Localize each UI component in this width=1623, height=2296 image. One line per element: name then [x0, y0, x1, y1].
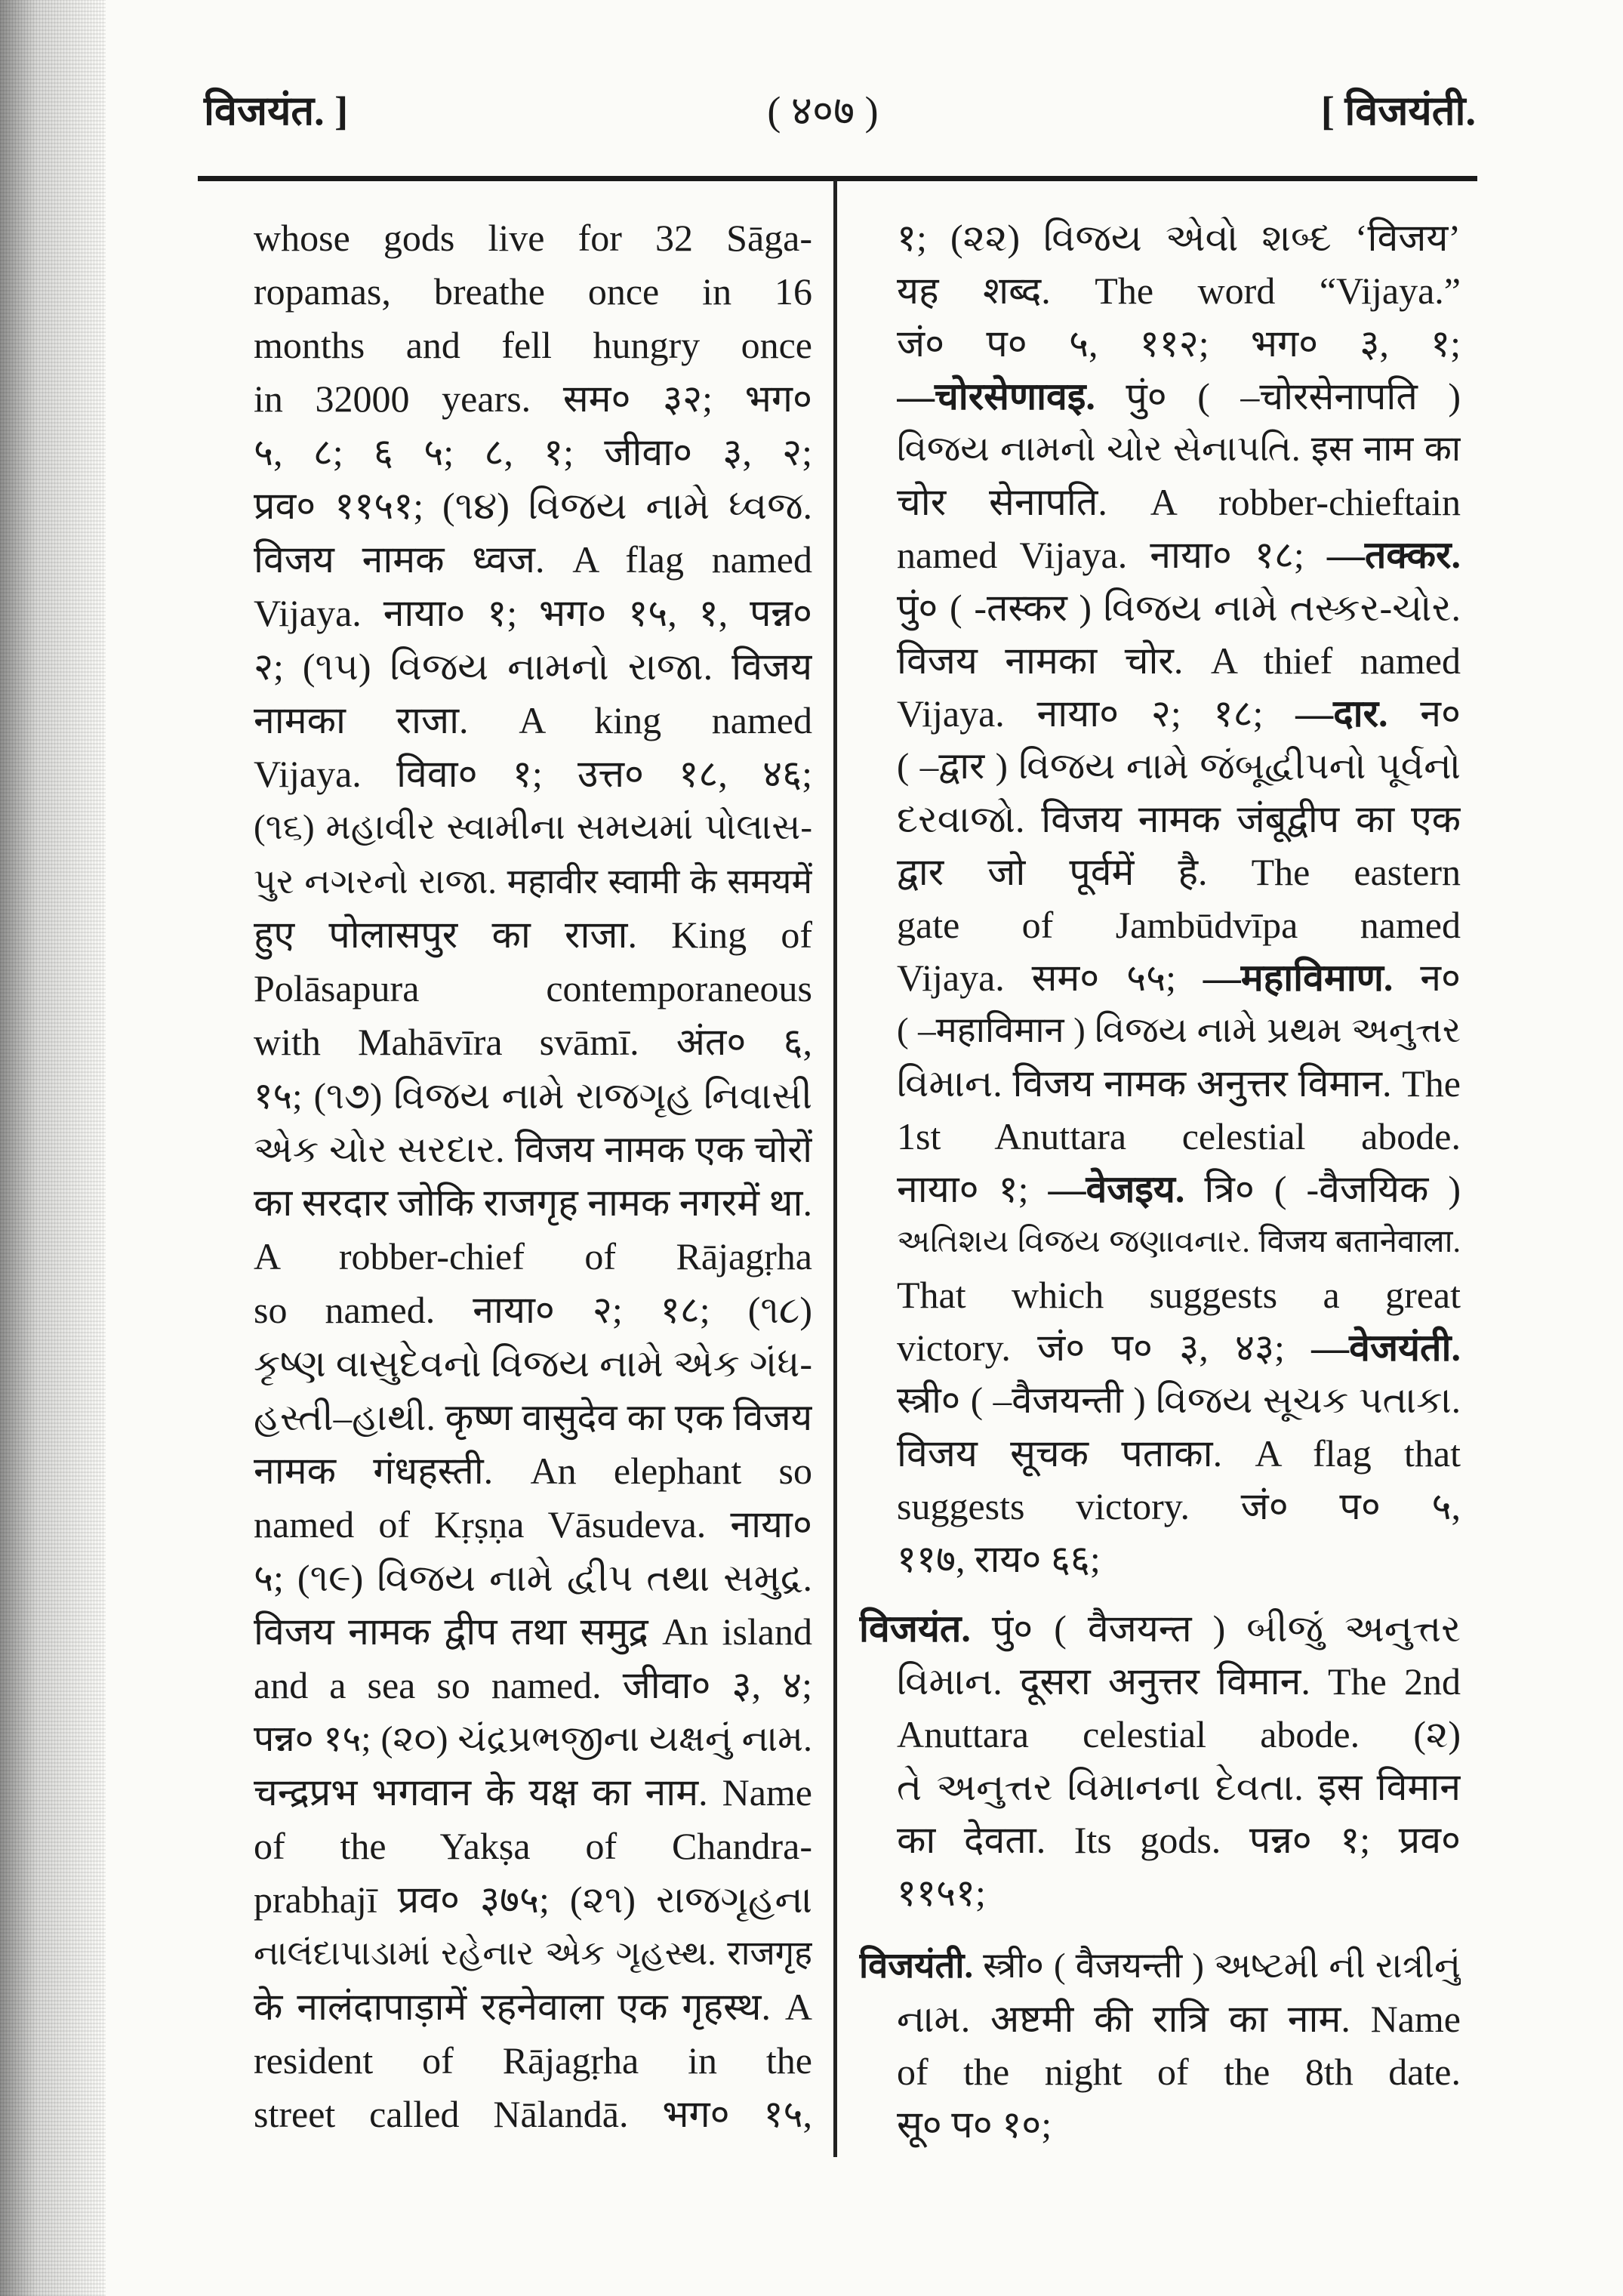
- subentry-headword: —तक्कर.: [1326, 534, 1461, 576]
- right-column-line: 1st Anuttara celestial abode.: [897, 1115, 1461, 1157]
- left-column-line: ropamas, breathe once in 16: [254, 270, 812, 313]
- left-column-line: नामका राजा. A king named: [254, 699, 812, 741]
- left-column-line: of the Yakṣa of Chandra-: [254, 1825, 812, 1867]
- header-rule: [198, 176, 1477, 181]
- right-column-line: १; (૨૨) વિજય એવો શબ્દ ‘विजय’: [897, 217, 1461, 259]
- subentry-gloss: न०: [1387, 692, 1461, 735]
- right-column-line: દરવાજો. विजय नामक जंबूद्वीप का एक: [897, 798, 1461, 840]
- right-column-line: gate of Jambūdvīpa named: [897, 904, 1461, 946]
- entry-gloss: स्त्री० ( वैजयन्ती ) અષ્ટમી ની રાત્રીનું: [973, 1946, 1461, 1986]
- right-column-line: पुं० ( -तस्कर ) વિજય નામે તસ્કર-ચોર.: [897, 587, 1461, 629]
- left-column-line: ५; (૧૯) વિજય નામે દ્વીપ તથા સમુદ્ર.: [254, 1557, 812, 1599]
- right-column-line: [897, 687, 1461, 740]
- right-column-line: વિમાન. विजय नामक अनुत्तर विमान. The: [897, 1062, 1461, 1105]
- line-text: Vijaya. नाया० २; १८;: [897, 692, 1296, 735]
- entry-line: વિમાન. दूसरा अनुत्तर विमान. The 2nd: [897, 1660, 1461, 1703]
- left-column-line: हुए पोलासपुर का राजा. King of: [254, 914, 812, 956]
- left-column-line: named of Kṛṣṇa Vāsudeva. नाया०: [254, 1503, 812, 1546]
- subentry-headword: —दार.: [1295, 692, 1388, 735]
- left-column-line: का सरदार जोकि राजगृह नामक नगरमें था.: [254, 1182, 812, 1224]
- right-column-line: suggests victory. जं० प० ५,: [897, 1485, 1461, 1527]
- left-column-line: resident of Rājagṛha in the: [254, 2039, 812, 2082]
- scan-edge-shadow: [0, 0, 106, 2296]
- right-column: [859, 211, 1461, 2151]
- left-column-line: चन्द्रप्रभ भगवान के यक्ष का नाम. Name: [254, 1771, 812, 1814]
- subentry-headword: —वेजयंती.: [1311, 1327, 1461, 1369]
- entry-line: सू० प० १०;: [897, 2103, 1052, 2146]
- right-column-line: स्त्री० ( –वैजयन्ती ) વિજય સૂચક પતાકા.: [897, 1379, 1461, 1421]
- right-column-line: અતિશય વિજય જણાવનાર. विजय बतानेवाला.: [897, 1225, 1461, 1259]
- entry-gloss: पुं० ( वैजयन्त ) બીજું અનુત્તર: [970, 1607, 1461, 1650]
- left-column-line: Vijaya. नाया० १; भग० १५, १, पन्न०: [254, 592, 812, 634]
- entry-headword: विजयंत.: [859, 1607, 971, 1650]
- right-column-line: द्वार जो पूर्वमें है. The eastern: [897, 851, 1461, 893]
- subentry-gloss: न०: [1393, 957, 1461, 999]
- right-column-line: यह शब्द. The word “Vijaya.”: [897, 270, 1461, 312]
- line-text: नाया० १;: [897, 1168, 1049, 1210]
- left-column-line: પુર નગરનો રાજા. महावीर स्वामी के समयमें: [254, 862, 812, 901]
- subentry-headword: —वेजइय.: [1048, 1168, 1185, 1210]
- right-column-line: ( –महाविमान ) વિજય નામે પ્રથમ અનુત્તર: [897, 1011, 1461, 1050]
- left-column-line: Vijaya. विवा० १; उत्त० १८, ४६;: [254, 753, 812, 795]
- entry-line: का देवता. Its gods. पन्न० १; प्रव०: [897, 1819, 1461, 1861]
- left-column-line: and a sea so named. जीवा० ३, ४;: [254, 1664, 812, 1706]
- left-column-line: विजय नामक ध्वज. A flag named: [254, 538, 812, 581]
- left-column-line: नामक गंधहस्ती. An elephant so: [254, 1450, 812, 1492]
- entry-first-line: [859, 1940, 1461, 1992]
- left-column-line: Polāsapura contemporaneous: [254, 967, 812, 1009]
- dictionary-entry: [859, 1940, 1461, 2151]
- right-column-line: That which suggests a great: [897, 1274, 1461, 1316]
- left-column-line: months and fell hungry once: [254, 324, 812, 366]
- line-text: named Vijaya. नाया० १८;: [897, 534, 1327, 576]
- subentry-gloss: पुं० ( –चोरसेनापति ): [1095, 375, 1461, 418]
- left-column-line: पन्न० १५; (૨૦) ચંદ્રપ્રભજીના યક્ષનું નામ.: [254, 1719, 812, 1759]
- entry-headword: विजयंती.: [859, 1946, 974, 1986]
- right-column-line: ( –द्वार ) વિજય નામે જંબૂદ્વીપનો પૂર્વનો: [897, 745, 1461, 787]
- header-left-guide-word: विजयंत. ]: [204, 88, 349, 134]
- right-column-line: विजय नामका चोर. A thief named: [897, 639, 1461, 682]
- right-column-line: विजय सूचक पताका. A flag that: [897, 1432, 1461, 1475]
- right-column-line: [897, 951, 1461, 1004]
- left-column-line: prabhajī प्रव० ३७५; (૨૧) રાજગૃહના: [254, 1878, 812, 1921]
- left-column-line: प्रव० ११५१; (૧૪) વિજય નામે ધ્વજ.: [254, 485, 812, 527]
- right-column-line: चोर सेनापति. A robber-chieftain: [897, 481, 1461, 523]
- entry-line: નામ. अष्टमी की रात्रि का नाम. Name: [897, 1998, 1461, 2040]
- dictionary-entry: [859, 1602, 1461, 1919]
- subentry-gloss: त्रि० ( -वैजयिक ): [1184, 1168, 1461, 1210]
- left-column: [254, 211, 812, 2141]
- entry-line: of the night of the 8th date.: [897, 2051, 1461, 2093]
- line-text: Vijaya. सम० ५५;: [897, 957, 1203, 999]
- left-column-line: so named. नाया० २; १८; (૧૮): [254, 1289, 812, 1331]
- left-column-line: A robber-chief of Rājagṛha: [254, 1235, 812, 1277]
- line-text: victory. जं० प० ३, ४३;: [897, 1327, 1312, 1369]
- right-column-line: [897, 529, 1461, 581]
- left-column-line: ५, ८; ६ ५; ८, १; जीवा० ३, २;: [254, 431, 812, 473]
- header-right-guide-word: [ विजयंती.: [1320, 88, 1476, 134]
- left-column-line: કૃષ્ણ વાસુદેવનો વિજય નામે એક ગંધ-: [254, 1342, 812, 1385]
- left-column-line: whose gods live for 32 Sāga-: [254, 217, 812, 259]
- subentry-headword: —महाविमाण.: [1203, 957, 1394, 999]
- left-column-line: હસ્તી–હાથી. कृष्ण वासुदेव का एक विजय: [254, 1397, 812, 1438]
- entry-first-line: [859, 1602, 1461, 1655]
- right-column-line: ११७, राय० ६६;: [897, 1538, 1101, 1580]
- left-column-line: with Mahāvīra svāmī. अंत० ६,: [254, 1021, 812, 1063]
- left-column-line: in 32000 years. सम० ३२; भग०: [254, 378, 812, 420]
- entry-line: તે અનુત્તર વિમાનના દેવતા. इस विमान: [897, 1766, 1461, 1808]
- entry-line: Anuttara celestial abode. (૨): [897, 1713, 1461, 1755]
- left-column-line: street called Nālandā. भग० १५,: [254, 2093, 812, 2135]
- left-column-line: નાલંદાપાડામાં રહેનાર એક ગૃહસ્થ. राजगृह: [254, 1934, 812, 1972]
- entry-line: ११५१;: [897, 1872, 986, 1914]
- subentry-headword: —चोरसेणावइ.: [897, 375, 1095, 418]
- right-column-line: વિજય નામનો ચોર સેનાપતિ. इस नाम का: [897, 430, 1461, 469]
- left-column-line: १५; (૧૭) વિજય નામે રાજગૃહ નિવાસી: [254, 1075, 812, 1117]
- column-divider: [833, 180, 837, 2157]
- left-column-line: २; (૧૫) વિજય નામનો રાજા. विजय: [254, 646, 812, 688]
- left-column-line: के नालंदापाड़ामें रहनेवाला एक गृहस्थ. A: [254, 1986, 812, 2028]
- right-column-line: [897, 370, 1461, 423]
- page-number: ( ४०७ ): [767, 88, 879, 134]
- left-column-line: એક ચોર સરદાર. विजय नामक एक चोरों: [254, 1129, 812, 1170]
- left-column-line: विजय नामक द्वीप तथा समुद्र An island: [254, 1610, 812, 1653]
- right-column-line: जं० प० ५, ११२; भग० ३, १;: [897, 322, 1461, 365]
- left-column-line: (૧૬) મહાવીર સ્વામીના સમયમાં પોલાસ-: [254, 808, 812, 847]
- right-column-line: [897, 1321, 1461, 1374]
- right-column-line: [897, 1163, 1461, 1216]
